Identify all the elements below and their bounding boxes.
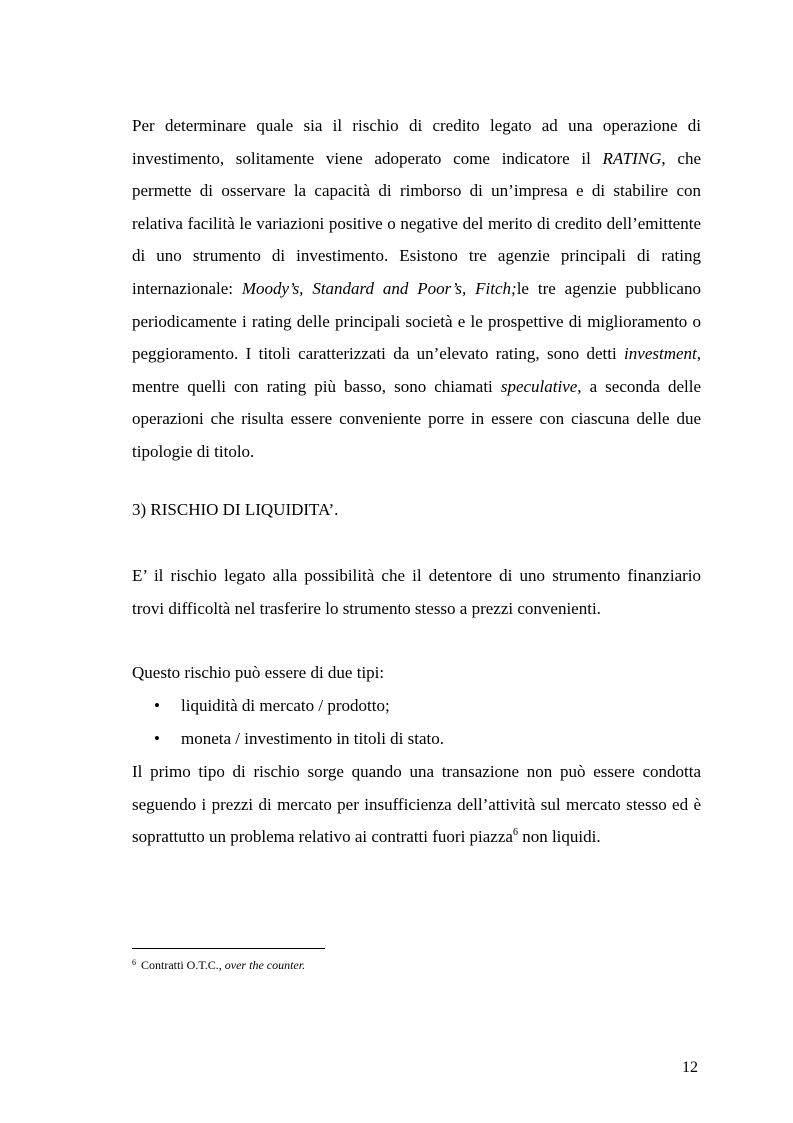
list-item: moneta / investimento in titoli di stato. xyxy=(181,729,445,748)
footnote: $^6$ Contratti O.T.C., over the counter. xyxy=(132,958,306,972)
paragraph-liquidity-risk: E’ il rischio legato alla possibilità che il detentore di uno strumento finanziario trovi difficoltà nel trasferire lo strumento stesso a prezzi convenienti. xyxy=(132,566,701,618)
footnote-number: 6 xyxy=(132,958,136,967)
paragraph-rating: Per determinare quale sia il rischio di credito legato ad una operazione di investimento, solitamente viene adoperato come indicatore il RATING, che permette di osservare la capacità di rimborso di un’impresa e di stabilire con relativa facilità le variazioni positive o negative del merito di credito dell’emittente di uno strumento di investimento. Esistono tre agenzie principali di rating internazionale: Moody’s, Standard and Poor’s, Fitch;le tre agenzie pubblicano periodicamente i rating delle principali società e le prospettive di miglioramento o peggioramento. I titoli caratterizzati da un’elevato rating, sono detti investment, mentre quelli con rating più basso, sono chiamati speculative, a seconda delle operazioni che risulta essere conveniente porre in essere con ciascuna delle due tipologie di titolo. xyxy=(132,116,701,461)
section-heading: 3) RISCHIO DI LIQUIDITA’. xyxy=(132,500,339,519)
bullet-icon: • xyxy=(154,696,160,715)
agencies-list: Moody’s, Standard and Poor’s, Fitch; xyxy=(241,278,517,298)
paragraph-first-type: Il primo tipo di rischio sorge quando una transazione non può essere condotta seguendo i prezzi di mercato per insufficienza dell’attività sul mercato stesso ed è soprattutto un problema relativo ai contratti fuori piazza$^6$ non liquidi. xyxy=(132,762,701,847)
footnote-separator xyxy=(132,948,325,949)
footnote-reference[interactable]: 6 xyxy=(512,827,518,839)
rating-term: RATING xyxy=(602,148,662,168)
list-item: liquidità di mercato / prodotto; xyxy=(181,696,390,715)
speculative-term: speculative xyxy=(500,376,578,396)
page-number: 12 xyxy=(682,1059,698,1076)
paragraph-types-intro: Questo rischio può essere di due tipi: xyxy=(132,663,385,682)
investment-term: investment xyxy=(624,344,697,364)
bullet-icon: • xyxy=(154,729,160,748)
